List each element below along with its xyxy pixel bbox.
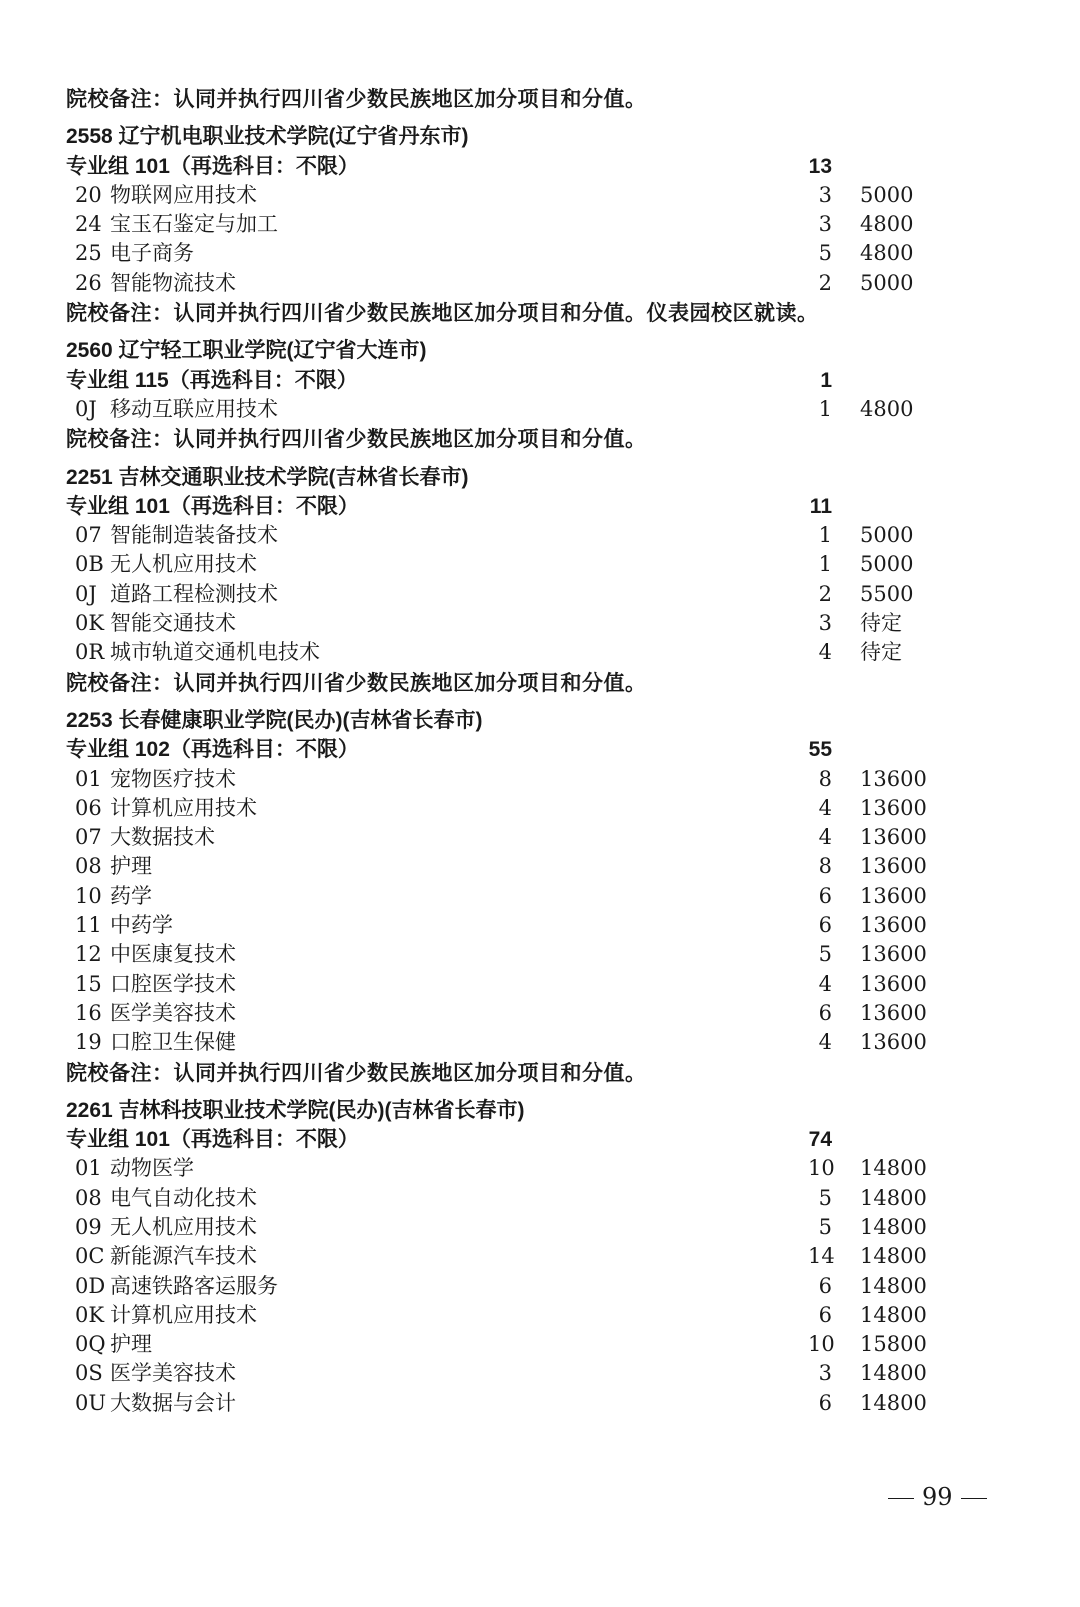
major-name: 高速铁路客运服务 — [110, 1273, 278, 1298]
major-code: 08 — [75, 1185, 102, 1210]
major-row — [66, 1028, 966, 1057]
major-row — [66, 852, 966, 881]
major-row — [66, 999, 966, 1028]
major-fee: 14800 — [860, 1390, 927, 1415]
major-row — [66, 1359, 966, 1388]
major-fee: 13600 — [860, 854, 927, 879]
major-code: 11 — [75, 913, 102, 938]
major-name: 移动互联应用技术 — [110, 396, 278, 421]
major-name: 中医康复技术 — [110, 942, 236, 967]
major-row — [66, 940, 966, 969]
major-count: 5 — [818, 1185, 832, 1210]
major-count: 6 — [818, 913, 832, 938]
major-name: 护理 — [110, 854, 152, 879]
major-count: 3 — [818, 1361, 832, 1386]
major-row — [66, 911, 966, 940]
major-code: 0S — [75, 1361, 103, 1386]
school-block — [66, 706, 966, 1087]
major-count: 1 — [818, 552, 832, 577]
major-row — [66, 550, 966, 579]
school-note: 院校备注：认同并执行四川省少数民族地区加分项目和分值。 — [66, 1059, 647, 1085]
major-fee: 5000 — [860, 552, 914, 577]
major-name: 宠物医疗技术 — [110, 766, 236, 791]
major-row — [66, 210, 966, 239]
major-group-count: 74 — [808, 1128, 832, 1152]
major-name: 医学美容技术 — [110, 1000, 236, 1025]
major-code: 0D — [75, 1273, 106, 1298]
major-fee: 13600 — [860, 883, 927, 908]
major-count: 8 — [818, 854, 832, 879]
major-fee: 4800 — [860, 212, 914, 237]
major-fee: 14800 — [860, 1244, 927, 1269]
major-code: 06 — [75, 795, 102, 820]
major-group-label: 专业组 101（再选科目：不限） — [66, 1128, 359, 1152]
major-name: 计算机应用技术 — [110, 1302, 257, 1327]
school-note: 院校备注：认同并执行四川省少数民族地区加分项目和分值。仪表园校区就读。 — [66, 300, 819, 326]
major-name: 物联网应用技术 — [110, 182, 257, 207]
school-note: 院校备注：认同并执行四川省少数民族地区加分项目和分值。 — [66, 669, 647, 695]
school-title: 2253 长春健康职业学院(民办)(吉林省长春市) — [66, 708, 483, 732]
major-code: 0C — [75, 1244, 105, 1269]
major-name: 电气自动化技术 — [110, 1185, 257, 1210]
major-row — [66, 1301, 966, 1330]
major-name: 无人机应用技术 — [110, 1214, 257, 1239]
major-fee: 14800 — [860, 1185, 927, 1210]
major-row — [66, 609, 966, 638]
major-name: 动物医学 — [110, 1156, 194, 1181]
major-code: 01 — [75, 1156, 102, 1181]
major-count: 6 — [818, 1390, 832, 1415]
major-row — [66, 239, 966, 268]
major-group-row — [66, 735, 966, 764]
major-fee: 13600 — [860, 825, 927, 850]
school-block — [66, 1096, 966, 1418]
page-number — [880, 1483, 995, 1511]
major-row — [66, 882, 966, 911]
major-fee: 13600 — [860, 1000, 927, 1025]
major-row — [66, 269, 966, 298]
major-fee: 14800 — [860, 1273, 927, 1298]
major-code: 0U — [75, 1390, 107, 1415]
major-code: 15 — [75, 971, 102, 996]
school-title: 2558 辽宁机电职业技术学院(辽宁省丹东市) — [66, 125, 469, 149]
major-name: 大数据技术 — [110, 825, 215, 850]
major-fee: 待定 — [860, 611, 902, 636]
major-fee: 4800 — [860, 396, 914, 421]
major-name: 城市轨道交通机电技术 — [110, 640, 320, 665]
major-name: 中药学 — [110, 913, 173, 938]
major-count: 4 — [818, 1030, 832, 1055]
major-count: 3 — [818, 611, 832, 636]
major-code: 16 — [75, 1000, 102, 1025]
major-row — [66, 1213, 966, 1242]
major-name: 口腔医学技术 — [110, 971, 236, 996]
major-code: 09 — [75, 1214, 102, 1239]
major-count: 2 — [818, 270, 832, 295]
major-count: 5 — [818, 1214, 832, 1239]
major-group-row — [66, 366, 966, 395]
major-code: 24 — [75, 212, 102, 237]
school-note: 院校备注：认同并执行四川省少数民族地区加分项目和分值。 — [66, 86, 647, 111]
major-name: 道路工程检测技术 — [110, 581, 278, 606]
major-fee: 13600 — [860, 971, 927, 996]
major-count: 6 — [818, 883, 832, 908]
major-name: 宝玉石鉴定与加工 — [110, 212, 278, 237]
major-fee: 5000 — [860, 523, 914, 548]
major-name: 医学美容技术 — [110, 1361, 236, 1386]
page-content — [66, 84, 966, 1418]
major-group-label: 专业组 101（再选科目：不限） — [66, 494, 359, 518]
major-code: 08 — [75, 854, 102, 879]
major-name: 口腔卫生保健 — [110, 1030, 236, 1055]
major-code: 0R — [75, 640, 105, 665]
major-count: 3 — [818, 182, 832, 207]
major-name: 智能制造装备技术 — [110, 523, 278, 548]
major-fee: 13600 — [860, 913, 927, 938]
major-fee: 5500 — [860, 581, 914, 606]
major-count: 5 — [818, 241, 832, 266]
major-count: 1 — [818, 396, 832, 421]
major-fee: 14800 — [860, 1302, 927, 1327]
major-fee: 13600 — [860, 795, 927, 820]
major-fee: 15800 — [860, 1332, 927, 1357]
major-code: 0J — [75, 396, 97, 421]
major-group-count: 55 — [808, 738, 832, 762]
major-name: 智能交通技术 — [110, 611, 236, 636]
major-group-count: 11 — [809, 494, 832, 518]
major-code: 0J — [75, 581, 97, 606]
major-code: 20 — [75, 182, 102, 207]
major-row — [66, 765, 966, 794]
major-row — [66, 181, 966, 210]
major-code: 25 — [75, 241, 102, 266]
major-count: 4 — [818, 825, 832, 850]
major-fee: 待定 — [860, 640, 902, 665]
school-block — [66, 122, 966, 327]
major-group-count: 13 — [808, 154, 832, 178]
school-title: 2251 吉林交通职业技术学院(吉林省长春市) — [66, 465, 469, 489]
major-fee: 5000 — [860, 270, 914, 295]
major-count: 4 — [818, 795, 832, 820]
major-count: 4 — [818, 971, 832, 996]
major-group-count: 1 — [820, 368, 832, 392]
major-row — [66, 1389, 966, 1418]
major-name: 大数据与会计 — [110, 1390, 236, 1415]
major-count: 6 — [818, 1273, 832, 1298]
major-row — [66, 1272, 966, 1301]
major-code: 0K — [75, 1302, 105, 1327]
major-fee: 14800 — [860, 1214, 927, 1239]
major-count: 4 — [818, 640, 832, 665]
major-group-label: 专业组 115（再选科目：不限） — [66, 368, 358, 392]
major-row — [66, 970, 966, 999]
major-group-row — [66, 152, 966, 181]
major-row — [66, 580, 966, 609]
major-fee: 13600 — [860, 942, 927, 967]
major-fee: 13600 — [860, 766, 927, 791]
page-number-text: 99 — [922, 1483, 953, 1511]
major-code: 12 — [75, 942, 102, 967]
school-title: 2261 吉林科技职业技术学院(民办)(吉林省长春市) — [66, 1098, 525, 1122]
major-group-label: 专业组 101（再选科目：不限） — [66, 154, 359, 178]
major-count: 10 — [808, 1156, 835, 1181]
major-row — [66, 823, 966, 852]
major-count: 8 — [818, 766, 832, 791]
major-row — [66, 1154, 966, 1183]
dash-right — [961, 1498, 987, 1499]
major-code: 01 — [75, 766, 102, 791]
major-name: 无人机应用技术 — [110, 552, 257, 577]
major-code: 0Q — [75, 1332, 106, 1357]
major-count: 10 — [808, 1332, 835, 1357]
major-row — [66, 1184, 966, 1213]
school-list — [66, 122, 966, 1418]
major-name: 智能物流技术 — [110, 270, 236, 295]
major-count: 1 — [818, 523, 832, 548]
major-count: 3 — [818, 212, 832, 237]
major-count: 14 — [808, 1244, 835, 1269]
major-name: 电子商务 — [110, 241, 194, 266]
major-row — [66, 521, 966, 550]
major-fee: 13600 — [860, 1030, 927, 1055]
major-name: 计算机应用技术 — [110, 795, 257, 820]
major-group-row — [66, 1125, 966, 1154]
school-title: 2560 辽宁轻工职业学院(辽宁省大连市) — [66, 339, 427, 363]
major-fee: 5000 — [860, 182, 914, 207]
major-count: 2 — [818, 581, 832, 606]
major-count: 6 — [818, 1000, 832, 1025]
major-code: 0B — [75, 552, 104, 577]
major-group-row — [66, 492, 966, 521]
major-code: 10 — [75, 883, 102, 908]
major-group-label: 专业组 102（再选科目：不限） — [66, 738, 359, 762]
school-block — [66, 463, 966, 697]
major-code: 0K — [75, 611, 105, 636]
major-count: 6 — [818, 1302, 832, 1327]
major-fee: 14800 — [860, 1361, 927, 1386]
major-row — [66, 395, 966, 424]
major-code: 07 — [75, 825, 102, 850]
school-note: 院校备注：认同并执行四川省少数民族地区加分项目和分值。 — [66, 426, 647, 452]
major-count: 5 — [818, 942, 832, 967]
major-name: 新能源汽车技术 — [110, 1244, 257, 1269]
dash-left — [888, 1498, 914, 1499]
major-row — [66, 1330, 966, 1359]
major-name: 药学 — [110, 883, 152, 908]
major-name: 护理 — [110, 1332, 152, 1357]
major-code: 26 — [75, 270, 102, 295]
major-row — [66, 638, 966, 667]
school-block — [66, 336, 966, 453]
major-code: 19 — [75, 1030, 102, 1055]
major-code: 07 — [75, 523, 102, 548]
major-fee: 14800 — [860, 1156, 927, 1181]
major-row — [66, 1242, 966, 1271]
major-fee: 4800 — [860, 241, 914, 266]
major-row — [66, 794, 966, 823]
